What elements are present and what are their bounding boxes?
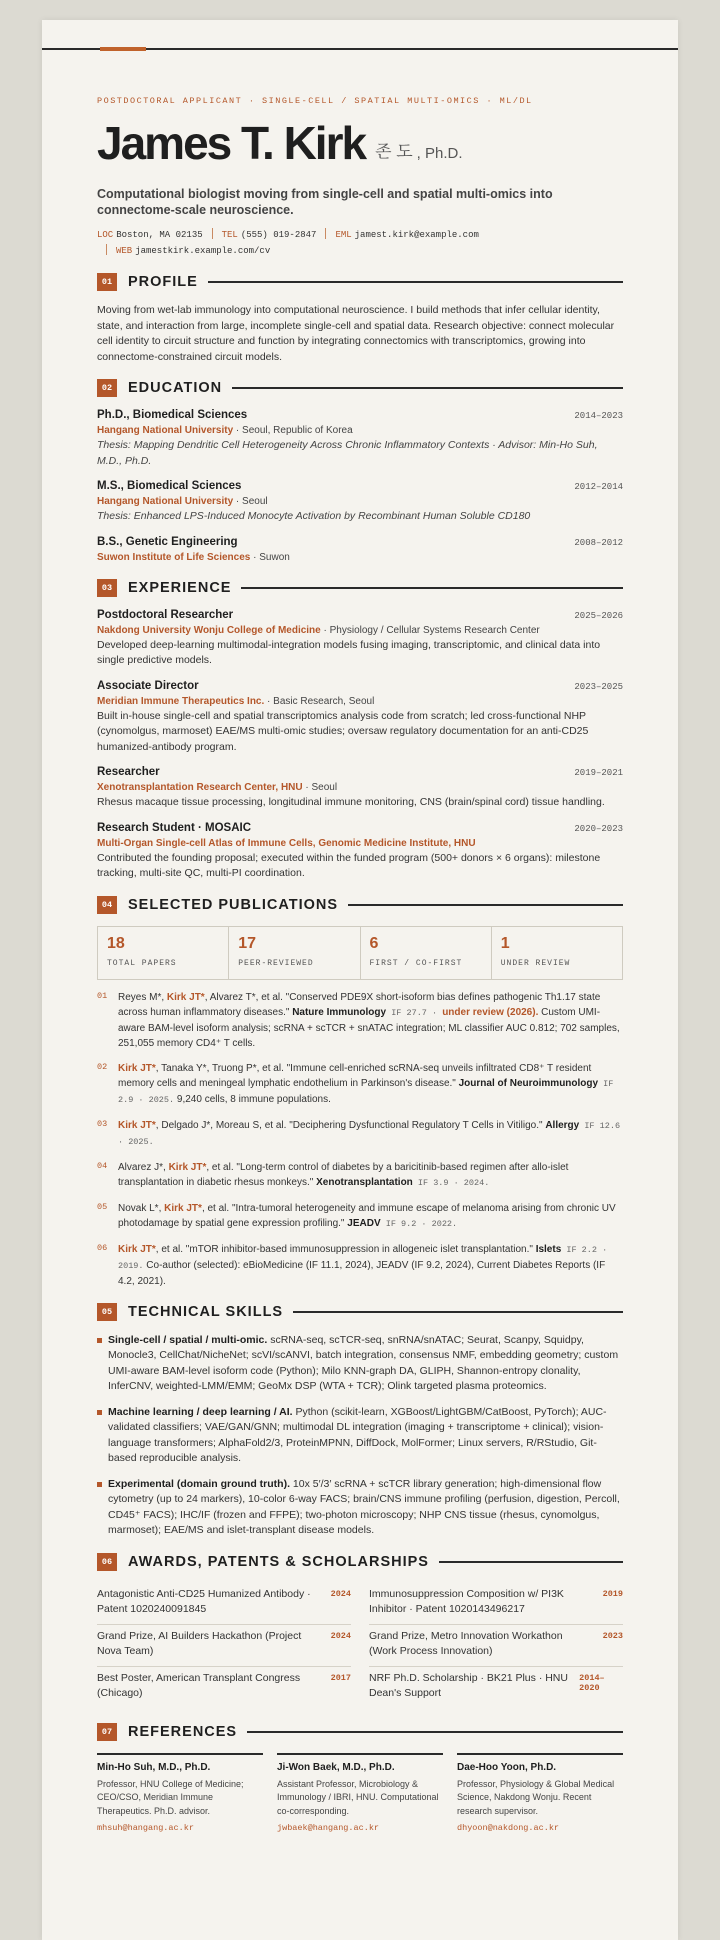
location: · Seoul xyxy=(305,782,338,793)
resume-sheet xyxy=(42,20,678,1940)
experience-entry xyxy=(97,822,623,882)
reference-name: Dae-Hoo Yoon, Ph.D. xyxy=(457,1761,557,1773)
section-title: EDUCATION xyxy=(128,380,223,396)
degree: M.S., Biomedical Sciences xyxy=(97,480,242,492)
dates: 2020–2023 xyxy=(574,823,623,834)
institution: Suwon Institute of Life Sciences xyxy=(97,551,251,563)
dates: 2012–2014 xyxy=(574,482,623,492)
reference-name: Ji-Won Baek, M.D., Ph.D. xyxy=(277,1761,395,1773)
bullet-icon xyxy=(97,1410,102,1415)
job-description: Developed deep-learning multimodal-integration models fusing imaging, transcriptomic, and clinical data into single predictive models. xyxy=(97,638,601,666)
section-header-publications xyxy=(97,896,623,914)
section-header-profile xyxy=(97,273,623,291)
organization: Multi-Organ Single-cell Atlas of Immune Cells, Genomic Medicine Institute, HNU xyxy=(97,837,476,849)
institution: Hangang National University xyxy=(97,496,234,507)
job-title: Postdoctoral Researcher xyxy=(97,608,234,621)
reference-description: Professor, HNU College of Medicine; CEO/CSO, Meridian Immune Therapeutics. Ph.D. advisor. xyxy=(97,1778,244,1816)
reference-card xyxy=(97,1753,263,1834)
section-number: 03 xyxy=(97,579,117,597)
awards-column-left xyxy=(97,1583,351,1709)
profile-text: Moving from wet-lab immunology into computational neuroscience. I build methods that infer cellular identity, state, and interaction from large, incomplete single-cell and spatial data. Research objective: connect molecular cell identity to circuit structure and function by integrating connectomics with transcriptomics, growing into connectome-constrained circuit models. xyxy=(97,304,615,363)
applicant-name: James T. Kirk xyxy=(97,117,366,169)
section-number: 02 xyxy=(97,379,117,397)
job-description: Rhesus macaque tissue processing, longitudinal immune monitoring, CNS (brain/spinal cord) tissue handling. xyxy=(97,796,605,808)
section-number: 06 xyxy=(97,1553,117,1571)
organization: Meridian Immune Therapeutics Inc. xyxy=(97,695,265,707)
top-accent-bar xyxy=(100,47,146,51)
organization: Xenotransplantation Research Center, HNU xyxy=(97,782,303,793)
section-title: EXPERIENCE xyxy=(128,579,232,596)
job-title: Research Student · MOSAIC xyxy=(97,821,251,834)
publication-item: 06 Kirk JT*, et al. "mTOR inhibitor-based immunosuppression in allogeneic islet transplantation." Islets IF 2.2 · 2019. Co-author (selected): eBioMedicine (IF 11.1, 2024), JEADV (IF 9.2, 2024), Current Diabetes Reports (IF 4.2, 2021). xyxy=(97,1242,608,1287)
reference-card xyxy=(457,1753,623,1834)
award-item: Grand Prize, AI Builders Hackathon (Project Nova Team) 2024 xyxy=(97,1625,351,1667)
section-title: SELECTED PUBLICATIONS xyxy=(128,896,339,913)
award-item: Grand Prize, Metro Innovation Workathon (Work Process Innovation) 2023 xyxy=(369,1625,623,1667)
contact-phone[interactable]: TEL (555) 019-2847 xyxy=(221,230,317,240)
contact-location: LOC Boston, MA 02135 xyxy=(97,230,203,240)
reference-name: Min-Ho Suh, M.D., Ph.D. xyxy=(97,1761,211,1773)
header-kicker: POSTDOCTORAL APPLICANT · SINGLE-CELL / SPATIAL MULTI-OMICS · ML/DL xyxy=(97,96,533,106)
dates: 2014–2023 xyxy=(574,411,623,421)
education-entry xyxy=(97,536,623,565)
experience-entry xyxy=(97,609,623,669)
section-header-education xyxy=(97,379,623,397)
section-header-skills xyxy=(97,1303,623,1321)
bullet-icon xyxy=(97,1482,102,1487)
publication-item: 01 Reyes M*, Kirk JT*, Alvarez T*, et al. "Conserved PDE9X short-isoform bias defines pathogenic Th1.17 state across human inflammatory diseases." Nature Immunology IF 27.7 · under review (2026). Custom UMI-aware BAM-level isoform analysis; scRNA + scTCR + snATAC integration; ML classifier AUC 0.812; 702 samples, 251,055 memory CD4⁺ T cells. xyxy=(97,990,620,1049)
publication-stats xyxy=(97,926,623,980)
reference-email[interactable]: dhyoon@nakdong.ac.kr xyxy=(457,1823,560,1833)
location: · Suwon xyxy=(253,551,290,563)
experience-entry xyxy=(97,680,623,756)
publication-list xyxy=(97,990,623,1289)
stat-total-papers: 18 TOTAL PAPERS xyxy=(98,927,229,979)
section-title: AWARDS, PATENTS & SCHOLARSHIPS xyxy=(128,1553,429,1570)
organization: Nakdong University Wonju College of Medicine xyxy=(97,624,321,636)
stat-first-author: 6 FIRST / CO-FIRST xyxy=(361,927,492,979)
resume-content xyxy=(97,96,623,1833)
publication-item: 03 Kirk JT*, Delgado J*, Moreau S, et al. "Deciphering Dysfunctional Regulatory T Cells in Vitiligo." Allergy IF 12.6 · 2025. xyxy=(97,1118,621,1147)
stat-under-review: 1 UNDER REVIEW xyxy=(500,934,571,968)
reference-email[interactable]: jwbaek@hangang.ac.kr xyxy=(277,1823,380,1833)
dates: 2019–2021 xyxy=(574,768,623,778)
section-title: REFERENCES xyxy=(128,1723,238,1740)
korean-name: 존 도 xyxy=(375,142,413,161)
award-item: Best Poster, American Transplant Congress (Chicago) 2017 xyxy=(97,1671,351,1699)
education-entry xyxy=(97,480,623,525)
location: · Seoul, Republic of Korea xyxy=(235,425,353,436)
publication-item: 02 Kirk JT*, Tanaka Y*, Truong P*, et al. "Immune cell-enriched scRNA-seq unveils infiltrated CD8⁺ T resident memory cells and meningeal lymphatic endothelium in Parkinson's disease." Journal of Neuroimmunology IF 2.9 · 2025. 9,240 cells, 8 immune populations. xyxy=(97,1061,614,1105)
institution: Hangang National University xyxy=(97,425,234,436)
contact-email[interactable]: EML jamest.kirk@example.com xyxy=(335,230,479,240)
reference-email[interactable]: mhsuh@hangang.ac.kr xyxy=(97,1823,194,1833)
education-entry xyxy=(97,409,623,469)
thesis: Thesis: Enhanced LPS-Induced Monocyte Activation by Recombinant Human Soluble CD180 xyxy=(97,510,531,522)
references-list xyxy=(97,1753,623,1834)
awards-column-right xyxy=(369,1583,623,1709)
awards-grid xyxy=(97,1583,623,1709)
job-title: Associate Director xyxy=(97,679,199,692)
tagline: Computational biologist moving from single-cell and spatial multi-omics into connectome-scale neuroscience. xyxy=(97,187,553,217)
dates: 2023–2025 xyxy=(574,681,623,692)
section-number: 04 xyxy=(97,896,117,914)
skill-group: Machine learning / deep learning / AI. Python (scikit-learn, XGBoost/LightGBM/CatBoost, PyTorch); AUC-validated classifiers; VAE/GAN/GNN; multimodal DL integration (imaging + transcriptome + clinical); vision-language transformers; AlphaFold2/3, ProteinMPNN, DiffDock, MolFormer; Linux servers, R/RStudio, Git-based reproducible analysis. xyxy=(97,1405,623,1467)
contact-website[interactable]: WEB jamestkirk.example.com/cv xyxy=(116,246,271,256)
contact-list xyxy=(97,227,623,259)
location: · Seoul xyxy=(235,496,268,507)
section-title: TECHNICAL SKILLS xyxy=(128,1303,284,1320)
dates: 2008–2012 xyxy=(574,537,623,548)
location: · Basic Research, Seoul xyxy=(267,695,375,707)
name-suffix: , Ph.D. xyxy=(416,145,463,162)
job-description: Contributed the founding proposal; executed within the funded program (500+ donors × 6 organs): milestone tracking, multi-site QC, multi-PI coordination. xyxy=(97,851,601,879)
reference-card xyxy=(277,1753,443,1834)
award-item: Antagonistic Anti-CD25 Humanized Antibody · Patent 1020240091845 2024 xyxy=(97,1583,351,1625)
section-title: PROFILE xyxy=(128,274,198,290)
job-description: Built in-house single-cell and spatial transcriptomics analysis code from scratch; led cross-functional NHP (cynomolgus, marmoset) EAE/MS multi-omic studies; oversaw regulatory documentation for an anti-CD25 humanized-antibody program. xyxy=(97,709,589,753)
section-number: 01 xyxy=(97,273,117,291)
reference-description: Professor, Physiology & Global Medical Science, Nakdong Wonju. Recent research supervisor. xyxy=(457,1778,615,1816)
experience-entry xyxy=(97,766,623,811)
dates: 2025–2026 xyxy=(574,610,623,621)
bullet-icon xyxy=(97,1338,102,1343)
award-item: Immunosuppression Composition w/ PI3K Inhibitor · Patent 1020143496217 2019 xyxy=(369,1583,623,1625)
section-header-experience xyxy=(97,579,623,597)
stat-peer-reviewed: 17 PEER-REVIEWED xyxy=(229,927,360,979)
publication-item: 05 Novak L*, Kirk JT*, et al. "Intra-tumoral heterogeneity and immune escape of melanoma arising from chronic UV photodamage by spatial gene expression profiling." JEADV IF 9.2 · 2022. xyxy=(97,1201,616,1229)
skill-group: Single-cell / spatial / multi-omic. scRNA-seq, scTCR-seq, snRNA/snATAC; Seurat, Scanpy, Squidpy, Monocle3, CellChat/NicheNet; scVI/scANVI, batch integration, consensus NMF, embedding geometry; custom UMI-aware BAM-level isoform code (Python); Milo KNN-graph DA, GLIPH, Shannon-entropy clonality, InferCNV, weighted-LMM/EMM; GeoMx DSP (WTA + TCR); Olink targeted plasma proteomics. xyxy=(97,1333,623,1395)
section-header-awards xyxy=(97,1553,623,1571)
thesis: Thesis: Mapping Dendritic Cell Heterogeneity Across Chronic Inflammatory Contexts · Advisor: Min-Ho Suh, M.D., Ph.D. xyxy=(97,439,598,467)
job-title: Researcher xyxy=(97,766,160,778)
degree: Ph.D., Biomedical Sciences xyxy=(97,409,248,421)
reference-description: Assistant Professor, Microbiology & Immunology / IBRI, HNU. Computational co-corresponding. xyxy=(277,1778,439,1816)
publication-item: 04 Alvarez J*, Kirk JT*, et al. "Long-term control of diabetes by a baricitinib-based regimen after allo-islet transplantation in diabetic rhesus monkeys." Xenotransplantation IF 3.9 · 2024. xyxy=(97,1160,569,1188)
award-item: NRF Ph.D. Scholarship · BK21 Plus · HNU Dean's Support 2014–2020 xyxy=(369,1671,605,1699)
section-header-references xyxy=(97,1723,623,1741)
skill-group: Experimental (domain ground truth). 10x 5′/3′ scRNA + scTCR library generation; high-dimensional flow cytometry (up to 24 markers), 10-color 6-way FACS; brain/CNS immune profiling (perfusion, digestion, Percoll, CD45⁺ FACS); IHC/IF (frozen and FFPE); two-photon microscopy; NHP CNS tissue (rhesus, cynomolgus, marmoset); EAE/MS and islet-transplant disease models. xyxy=(97,1477,623,1539)
section-number: 05 xyxy=(97,1303,117,1321)
degree: B.S., Genetic Engineering xyxy=(97,535,238,548)
section-number: 07 xyxy=(97,1723,117,1741)
location: · Physiology / Cellular Systems Research Center xyxy=(323,624,540,636)
name-row xyxy=(97,117,623,169)
